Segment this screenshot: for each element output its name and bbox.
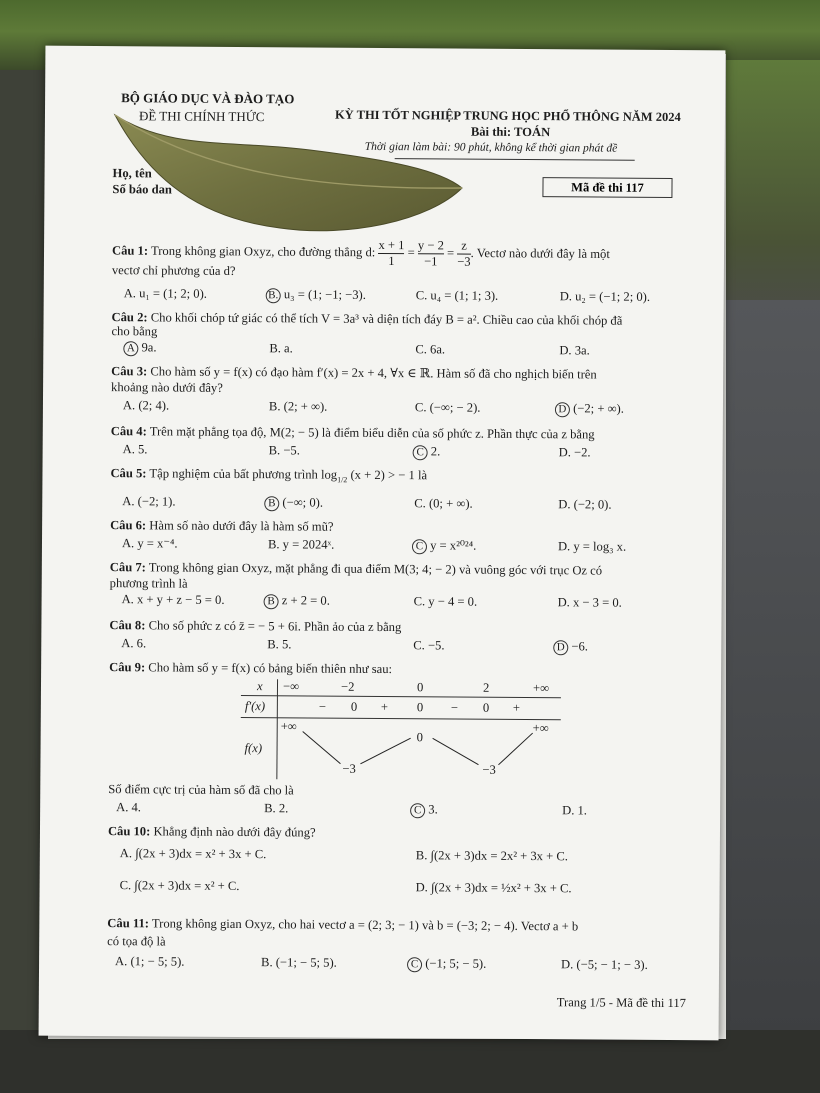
table-f-0: +∞ bbox=[280, 719, 297, 734]
table-sign-4: − bbox=[450, 700, 459, 715]
question-5: Câu 5: Tập nghiệm của bất phương trình $\log_{1/2} (x + 2)$ > − 1 là bbox=[110, 466, 428, 485]
table-x-1: −2 bbox=[340, 679, 355, 694]
variation-table bbox=[240, 679, 561, 781]
q1-option-c[interactable]: C. u₄ = (1; 1; 3). bbox=[415, 288, 499, 303]
page-footer: Trang 1/5 - Mã đề thi 117 bbox=[556, 995, 687, 1011]
question-1-line2: vectơ chỉ phương của d? bbox=[111, 263, 236, 278]
question-11-line2: có tọa độ là bbox=[107, 934, 166, 949]
table-f-3: −3 bbox=[482, 762, 496, 777]
table-f-4: +∞ bbox=[532, 721, 549, 736]
q7-option-b[interactable]: B z + 2 = 0. bbox=[264, 593, 330, 609]
q2-option-c[interactable]: C. 6a. bbox=[415, 342, 446, 357]
question-2: Câu 2: Cho khối chóp tứ giác có thể tích V = 3a³ và diện tích đáy B = a². Chiều cao của khối chóp đã bbox=[111, 310, 623, 328]
table-x-label: x bbox=[256, 679, 263, 694]
q11-option-b[interactable]: B. (−1; − 5; 5). bbox=[261, 955, 337, 970]
q9-option-b[interactable]: B. 2. bbox=[264, 801, 289, 816]
q1-option-b[interactable]: B. u₃ = (1; −1; −3). bbox=[266, 287, 366, 304]
official-label: ĐỀ THI CHÍNH THỨC bbox=[138, 108, 265, 125]
question-6: Câu 6: Hàm số nào dưới đây là hàm số mũ? bbox=[110, 518, 334, 534]
question-2-line2: cho bằng bbox=[111, 324, 158, 339]
q1-option-d[interactable]: D. u₂ = (−1; 2; 0). bbox=[559, 289, 651, 304]
question-9-line2: Số điểm cực trị của hàm số đã cho là bbox=[108, 782, 294, 798]
question-1: Câu 1: Trong không gian Oxyz, cho đường thẳng d: $\frac{x + 1}{1}$ = $\frac{y - 2}{-1}$ = $\frac{z}{-3}$ . Vectơ nào dưới đây là một bbox=[111, 237, 610, 269]
exam-name: KỲ THI TỐT NGHIỆP TRUNG HỌC PHỔ THÔNG NĂM 2024 bbox=[334, 107, 681, 125]
table-f-1: −3 bbox=[342, 761, 356, 776]
question-3: Câu 3: Cho hàm số y = f(x) có đạo hàm f′(x) = 2x + 4, ∀x ∈ ℝ. Hàm số đã cho nghịch biến trên bbox=[111, 364, 597, 382]
table-f-label: f(x) bbox=[244, 741, 263, 756]
q9-option-c[interactable]: C 3. bbox=[410, 802, 438, 818]
q5-option-a[interactable]: A. (−2; 1). bbox=[122, 494, 176, 509]
q9-option-d[interactable]: D. 1. bbox=[562, 803, 588, 818]
question-8: Câu 8: Cho số phức z có z̄ = − 5 + 6i. Phần ảo của z bằng bbox=[109, 618, 402, 635]
q10-option-c[interactable]: C. ∫(2x + 3)dx = x² + C. bbox=[119, 878, 240, 894]
exam-code-box: Mã đề thi 117 bbox=[542, 177, 672, 198]
table-x-2: 0 bbox=[416, 680, 424, 695]
table-f-2: 0 bbox=[416, 730, 423, 745]
q8-option-b[interactable]: B. 5. bbox=[267, 637, 292, 652]
q7-option-d[interactable]: D. x − 3 = 0. bbox=[557, 595, 622, 610]
q4-option-d[interactable]: D. −2. bbox=[558, 445, 591, 460]
q8-option-c[interactable]: C. −5. bbox=[413, 638, 445, 653]
table-arrows bbox=[240, 679, 561, 781]
q2-option-d[interactable]: D. 3a. bbox=[559, 343, 590, 358]
table-x-3: 2 bbox=[482, 680, 490, 695]
q6-option-b[interactable]: B. y = 2024ˣ. bbox=[267, 537, 335, 552]
q4-option-c[interactable]: C 2. bbox=[413, 444, 441, 460]
q1-option-a[interactable]: A. u₁ = (1; 2; 0). bbox=[123, 286, 207, 301]
table-sign-1: 0 bbox=[350, 699, 358, 714]
table-sign-2: + bbox=[380, 699, 389, 715]
q10-option-b[interactable]: B. ∫(2x + 3)dx = 2x² + 3x + C. bbox=[415, 848, 569, 864]
q6-option-a[interactable]: A. y = x⁻⁴. bbox=[121, 536, 178, 551]
q8-option-d[interactable]: D −6. bbox=[553, 639, 588, 655]
q3-option-b[interactable]: B. (2; + ∞). bbox=[268, 399, 328, 414]
q9-option-a[interactable]: A. 4. bbox=[116, 800, 142, 815]
q2-option-a[interactable]: A 9a. bbox=[123, 340, 156, 356]
question-11: Câu 11: Trong không gian Oxyz, cho hai vectơ a = (2; 3; − 1) và b = (−3; 2; − 4). Vectơ a + b bbox=[107, 916, 579, 934]
q3-option-a[interactable]: A. (2; 4). bbox=[122, 398, 170, 413]
q7-option-a[interactable]: A. x + y + z − 5 = 0. bbox=[121, 592, 225, 607]
leaf-image bbox=[110, 110, 470, 240]
q6-option-d[interactable]: D. y = log₃ x. bbox=[557, 539, 627, 554]
q11-option-d[interactable]: D. (−5; − 1; − 3). bbox=[561, 957, 648, 972]
q11-option-c[interactable]: C (−1; 5; − 5). bbox=[407, 956, 486, 973]
q6-option-c[interactable]: C y = x²⁰²⁴. bbox=[412, 538, 476, 554]
table-sign-0: − bbox=[318, 699, 327, 714]
question-7-line2: phương trình là bbox=[109, 576, 188, 591]
question-9: Câu 9: Cho hàm số y = f(x) có bảng biến thiên như sau: bbox=[109, 660, 393, 677]
q4-option-b[interactable]: B. −5. bbox=[268, 443, 300, 458]
table-sign-6: + bbox=[512, 700, 521, 715]
q10-option-d[interactable]: D. ∫(2x + 3)dx = ½x² + 3x + C. bbox=[415, 880, 572, 896]
table-sign-5: 0 bbox=[482, 700, 490, 715]
q5-option-b[interactable]: B (−∞; 0). bbox=[264, 495, 323, 511]
subject: Bài thi: TOÁN bbox=[470, 124, 551, 140]
question-7: Câu 7: Trong không gian Oxyz, mặt phẳng đi qua điểm M(3; 4; − 2) và vuông góc với trục Oz có bbox=[109, 560, 603, 578]
q3-option-d[interactable]: D (−2; + ∞). bbox=[555, 401, 624, 417]
table-sign-3: 0 bbox=[416, 700, 424, 715]
table-x-0: −∞ bbox=[282, 679, 300, 694]
exam-time: Thời gian làm bài: 90 phút, không kể thời gian phát đề bbox=[364, 140, 618, 155]
q2-option-b[interactable]: B. a. bbox=[269, 341, 293, 356]
id-label: Số báo dan bbox=[112, 182, 173, 197]
q10-option-a[interactable]: A. ∫(2x + 3)dx = x² + 3x + C. bbox=[119, 846, 267, 862]
question-10: Câu 10: Khẳng định nào dưới đây đúng? bbox=[107, 824, 316, 840]
q4-option-a[interactable]: A. 5. bbox=[122, 442, 148, 457]
question-3-line2: khoảng nào dưới đây? bbox=[111, 380, 223, 395]
table-x-4: +∞ bbox=[532, 681, 550, 696]
q5-option-c[interactable]: C. (0; + ∞). bbox=[414, 496, 473, 511]
q3-option-c[interactable]: C. (−∞; − 2). bbox=[414, 400, 481, 415]
q5-option-d[interactable]: D. (−2; 0). bbox=[558, 497, 612, 512]
name-label: Họ, tên bbox=[112, 166, 152, 181]
q7-option-c[interactable]: C. y − 4 = 0. bbox=[413, 594, 478, 609]
q11-option-a[interactable]: A. (1; − 5; 5). bbox=[115, 954, 185, 969]
ministry-title: BỘ GIÁO DỤC VÀ ĐÀO TẠO bbox=[121, 90, 295, 107]
stone-background bbox=[710, 300, 820, 1093]
table-fp-label: f′(x) bbox=[244, 699, 266, 714]
q8-option-a[interactable]: A. 6. bbox=[121, 636, 147, 651]
question-4: Câu 4: Trên mặt phẳng tọa độ, M(2; − 5) là điểm biểu diễn của số phức z. Phần thực của z bằng bbox=[110, 424, 595, 442]
